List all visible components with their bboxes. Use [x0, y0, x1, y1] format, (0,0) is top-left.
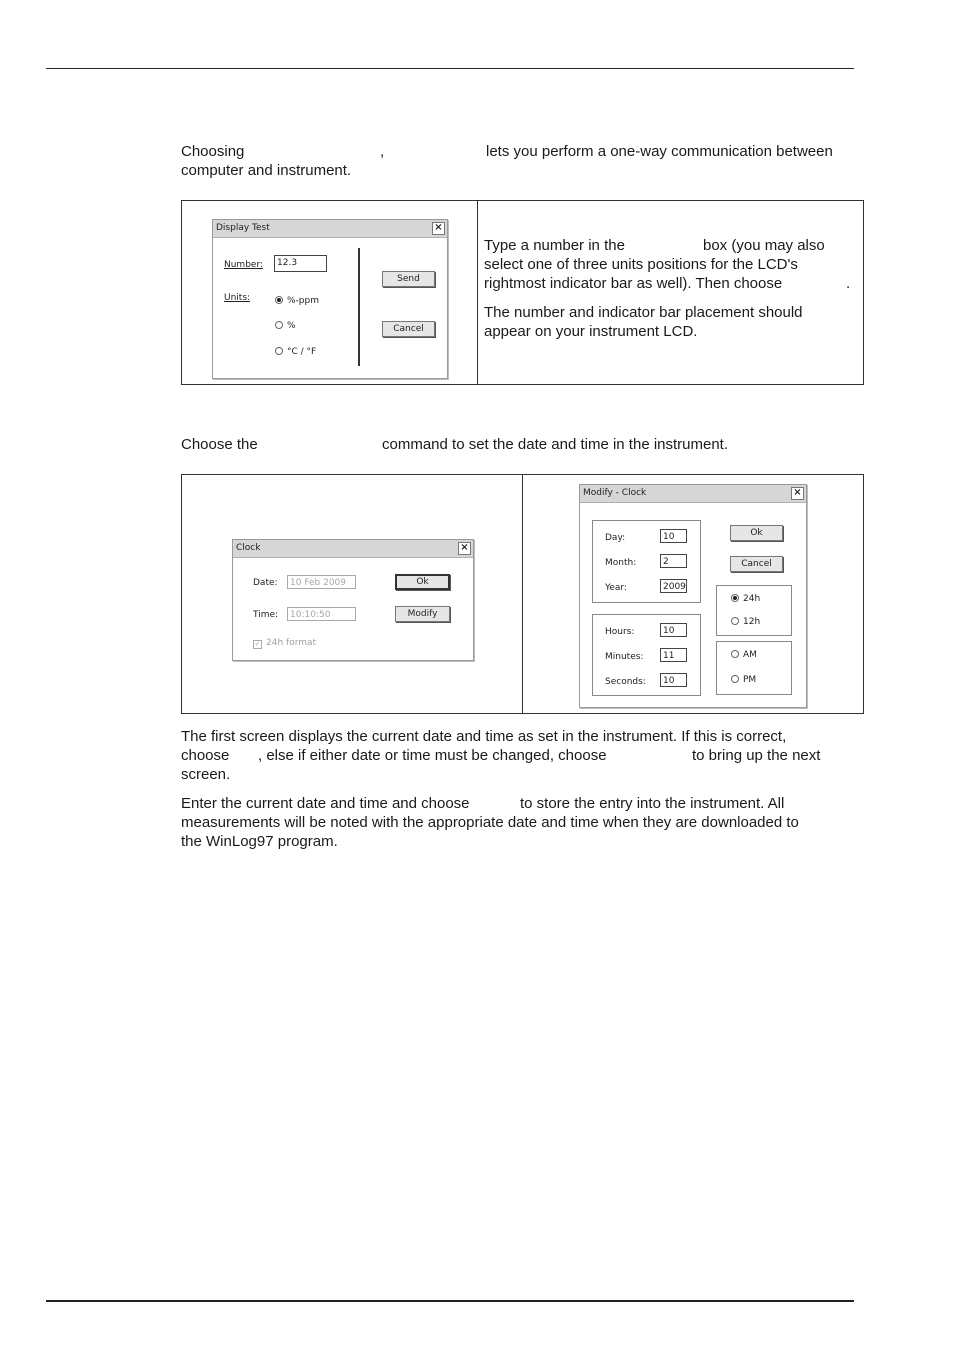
after-p1-line-3: screen. — [181, 766, 231, 783]
dialog-titlebar — [213, 220, 447, 238]
modify-button[interactable]: Modify — [395, 606, 450, 622]
radio-dot-icon — [731, 650, 739, 658]
unit-radio-temperature[interactable]: °C / °F — [275, 347, 316, 357]
display-test-table — [181, 200, 864, 385]
format-radio-24h[interactable]: 24h — [731, 594, 760, 604]
date-label: Date: — [253, 578, 278, 588]
after-p2-line-3: the WinLog97 program. — [181, 833, 338, 850]
desc-line-4: The number and indicator bar placement should — [484, 304, 803, 321]
hour-format-group — [716, 585, 792, 636]
clock-intro-b: command to set the date and time in the instrument. — [382, 436, 729, 453]
month-input[interactable]: 2 — [660, 554, 687, 568]
dialog-title: Display Test — [216, 223, 270, 233]
radio-dot-icon — [275, 347, 283, 355]
format-radio-12h[interactable]: 12h — [731, 617, 760, 627]
radio-dot-icon — [275, 296, 283, 304]
units-label: Units: — [224, 293, 251, 303]
cancel-button[interactable]: Cancel — [730, 556, 783, 572]
year-input[interactable]: 2009 — [660, 579, 687, 593]
desc-line-5: appear on your instrument LCD. — [484, 323, 698, 340]
number-label: Number: — [224, 260, 264, 270]
clock-dialog — [232, 539, 474, 661]
table-divider — [522, 475, 523, 713]
desc-line-1a: Type a number in the — [484, 237, 625, 254]
intro-text-1: Choosing — [181, 143, 245, 160]
time-label: Time: — [253, 610, 279, 620]
date-group — [592, 520, 701, 603]
desc-line-3a: rightmost indicator bar as well). Then choose — [484, 275, 783, 292]
time-group — [592, 614, 701, 696]
footer-rule — [46, 1300, 854, 1302]
clock-intro-a: Choose the — [181, 436, 258, 453]
ampm-radio-pm[interactable]: PM — [731, 675, 756, 685]
send-button[interactable]: Send — [382, 271, 435, 287]
intro-text-2: , — [380, 143, 385, 160]
ok-button[interactable]: Ok — [395, 574, 450, 590]
ampm-radio-am[interactable]: AM — [731, 650, 757, 660]
radio-dot-icon — [275, 321, 283, 329]
year-label: Year: — [605, 583, 627, 593]
radio-dot-icon — [731, 675, 739, 683]
unit-radio-percent[interactable]: % — [275, 321, 296, 331]
24h-format-checkbox: ✓ 24h format — [254, 638, 317, 648]
intro-text-4: computer and instrument. — [181, 162, 352, 179]
after-p1-line-1: The first screen displays the current date and time as set in the instrument. If this is correct, — [181, 728, 787, 745]
minutes-input[interactable]: 11 — [660, 648, 687, 662]
after-p1-line-2a: choose — [181, 747, 230, 764]
after-p2-line-1b: to store the entry into the instrument. All — [520, 795, 785, 812]
radio-dot-icon — [731, 594, 739, 602]
header-rule — [46, 68, 854, 69]
dialog-titlebar — [233, 540, 473, 558]
minutes-label: Minutes: — [605, 652, 644, 662]
close-icon[interactable]: × — [791, 487, 804, 500]
day-input[interactable]: 10 — [660, 529, 687, 543]
day-label: Day: — [605, 533, 626, 543]
checkbox-checked-icon: ✓ — [254, 640, 261, 648]
ampm-group — [716, 641, 792, 695]
after-p1-line-2c: to bring up the next — [692, 747, 821, 764]
modify-clock-dialog — [579, 484, 807, 708]
dialog-title: Clock — [236, 543, 261, 553]
after-p2-line-2: measurements will be noted with the appropriate date and time when they are downloaded to — [181, 814, 799, 831]
display-test-dialog — [212, 219, 448, 379]
desc-line-2: select one of three units positions for the LCD's — [484, 256, 798, 273]
date-field: 10 Feb 2009 — [287, 575, 356, 589]
clock-table — [181, 474, 864, 714]
close-icon[interactable]: × — [432, 222, 445, 235]
time-field: 10:10:50 — [287, 607, 356, 621]
month-label: Month: — [605, 558, 637, 568]
cancel-button[interactable]: Cancel — [382, 321, 435, 337]
number-input[interactable]: 12.3 — [274, 255, 327, 272]
after-p1-line-2b: , else if either date or time must be changed, choose — [258, 747, 607, 764]
table-divider — [477, 201, 478, 384]
unit-radio-ppm[interactable]: %-ppm — [275, 296, 319, 306]
hours-input[interactable]: 10 — [660, 623, 687, 637]
desc-line-1b: box (you may also — [703, 237, 825, 254]
seconds-label: Seconds: — [605, 677, 646, 687]
intro-text-3: lets you perform a one-way communication between — [486, 143, 833, 160]
seconds-input[interactable]: 10 — [660, 673, 687, 687]
dialog-title: Modify - Clock — [583, 488, 647, 498]
after-p2-line-1a: Enter the current date and time and choose — [181, 795, 470, 812]
ok-button[interactable]: Ok — [730, 525, 783, 541]
dialog-separator — [358, 248, 360, 366]
close-icon[interactable]: × — [458, 542, 471, 555]
desc-line-3b: . — [846, 275, 851, 292]
dialog-titlebar — [580, 485, 806, 503]
radio-dot-icon — [731, 617, 739, 625]
hours-label: Hours: — [605, 627, 635, 637]
